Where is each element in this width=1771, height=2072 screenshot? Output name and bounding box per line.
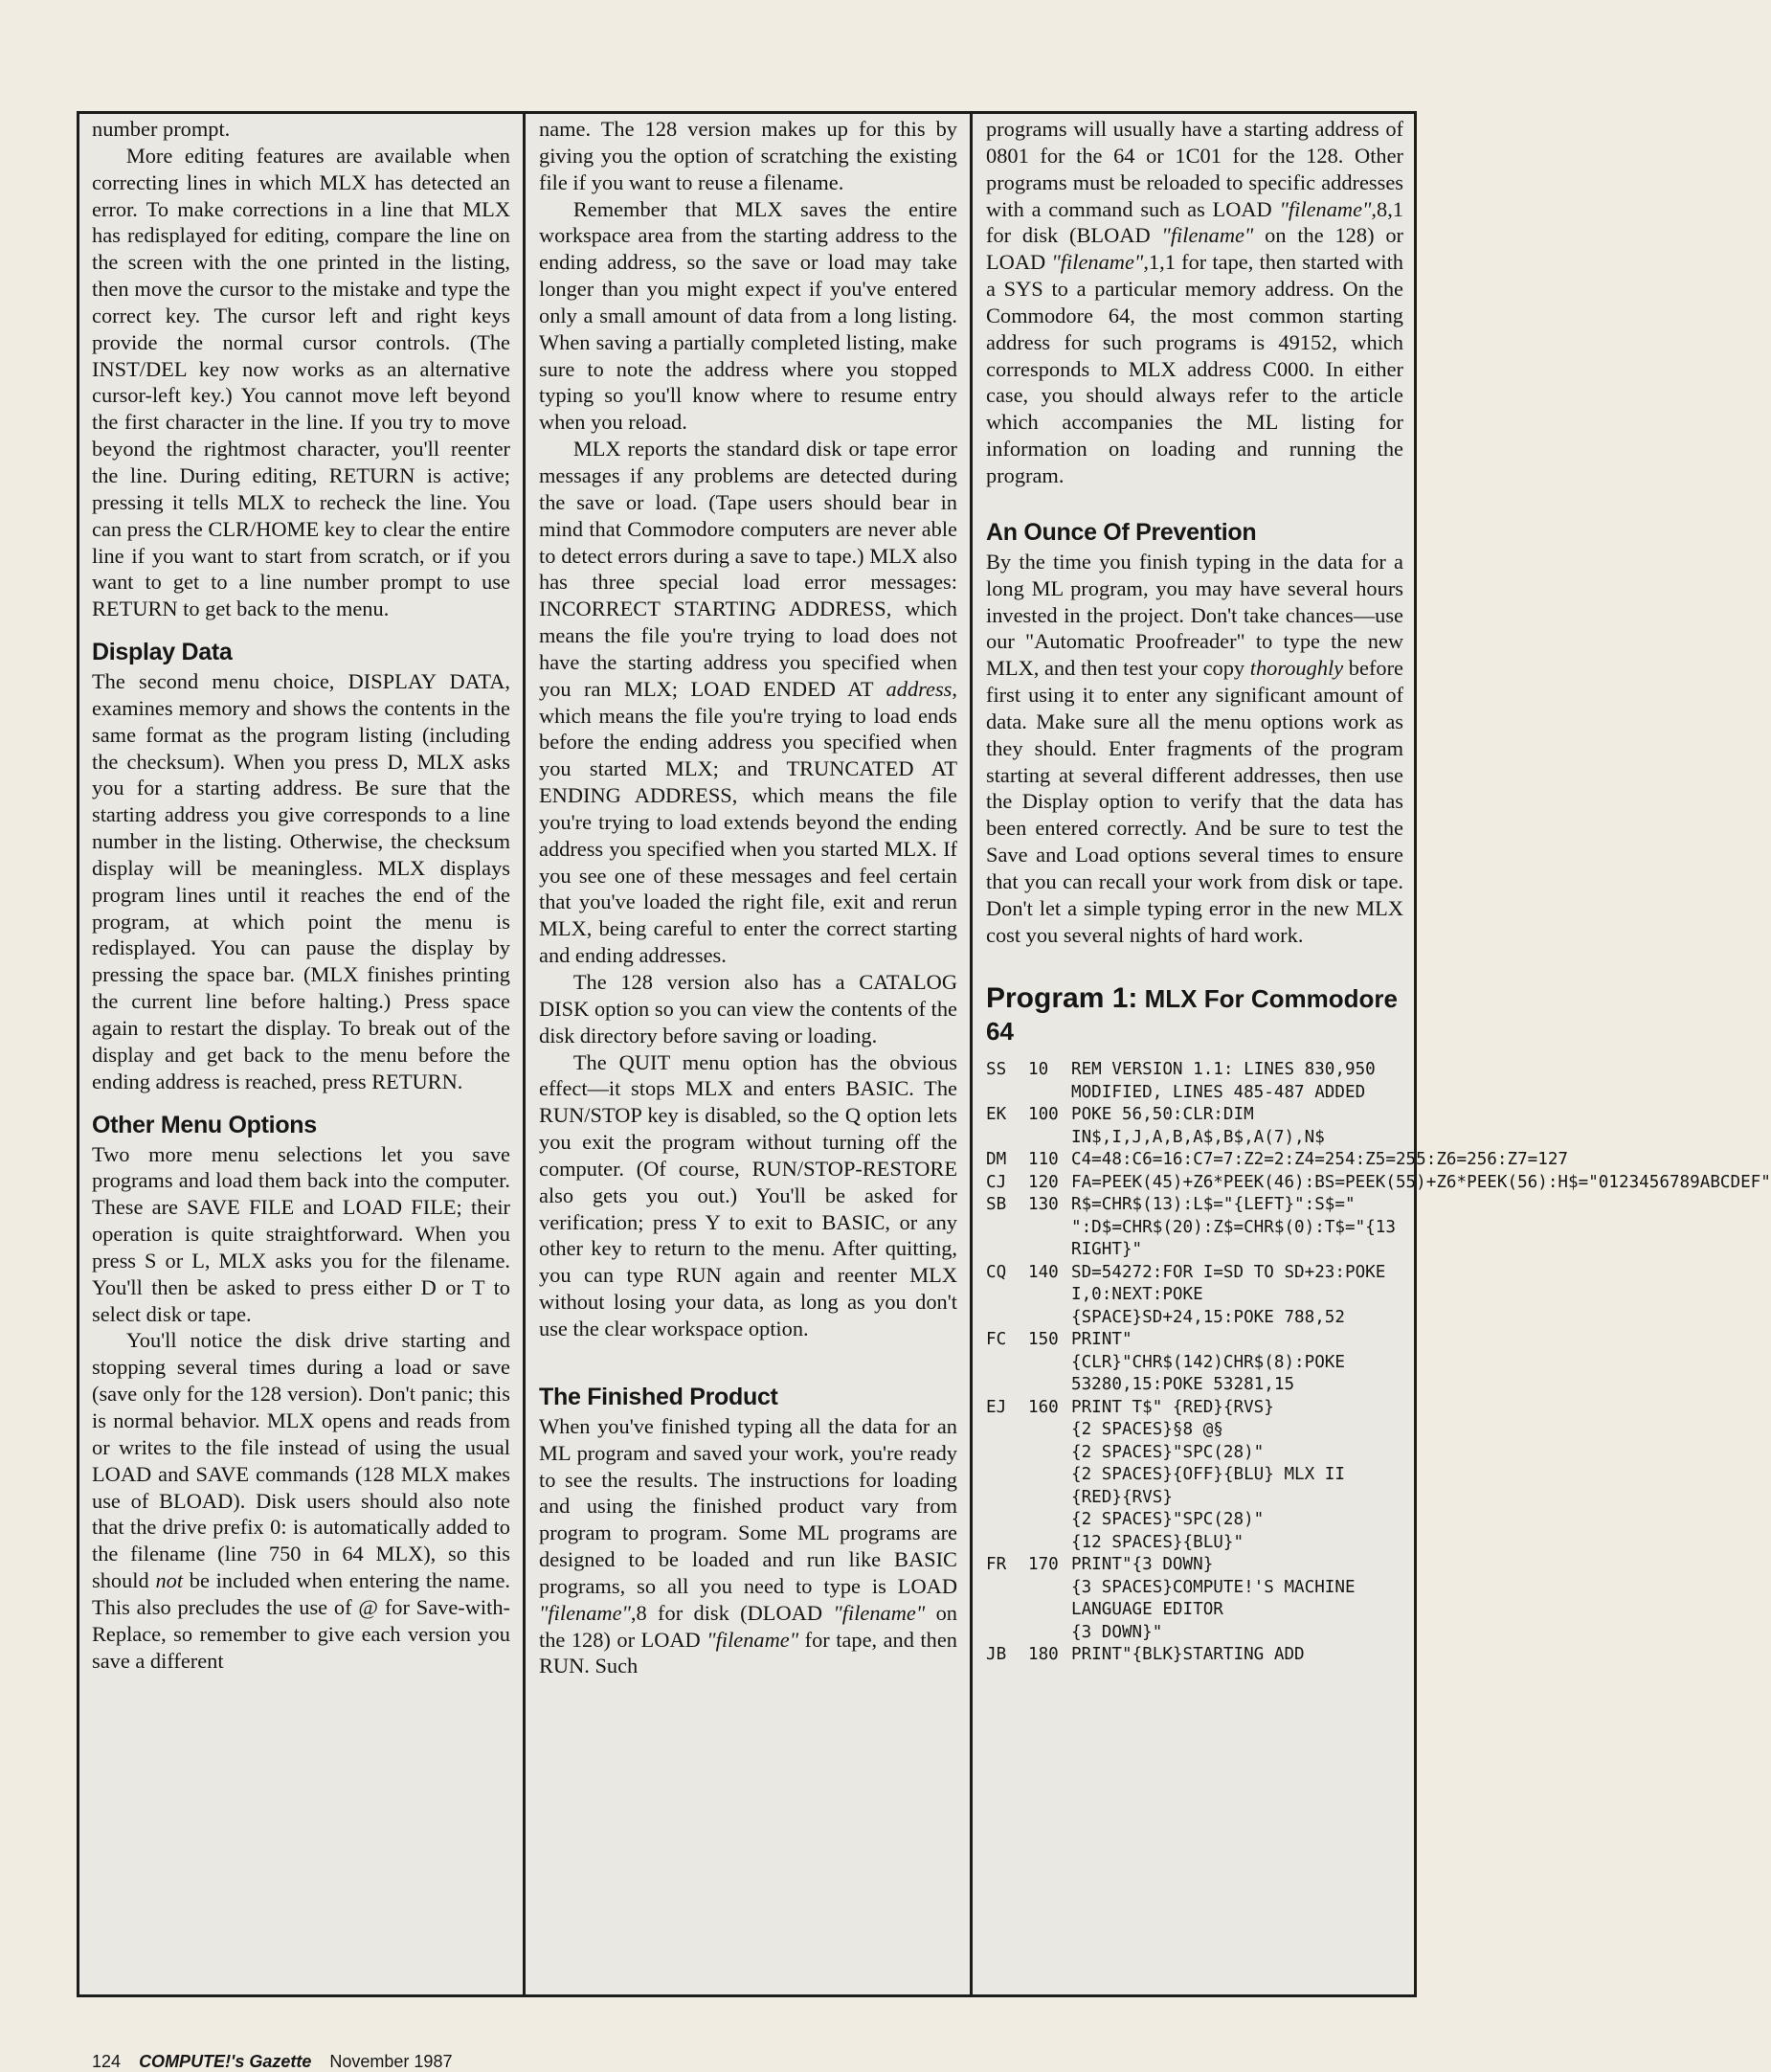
text-run: before first using it to enter any significant amount of data. Make sure all the menu options work as they should. Enter fragments of the program starting at several different addresses, then use the Display option to verify that the data has been entered correctly. And be sure to test the Save and Load options several times to ensure that you can recall your work from disk or tape. Don't let a simple typing error in the new MLX cost you several nights of hard work. [986,656,1403,947]
code-text: FA=PEEK(45)+Z6*PEEK(46):BS=PEEK(55)+Z6*PEEK(56):H$="0123456789ABCDEF" [1071,1172,1771,1192]
emphasis: "filename" [1279,196,1372,221]
program-label: Program 1: [986,982,1138,1015]
code-text: PRINT"{3 DOWN} {3 SPACES}COMPUTE!'S MACHINE LANGUAGE EDITOR {3 DOWN}" [1071,1555,1356,1642]
section-heading-other-menu-options: Other Menu Options [92,1111,317,1138]
column-2 [539,116,957,1997]
checksum: EJ [986,1397,1007,1417]
code-text: C4=48:C6=16:C7=7:Z2=2:Z4=254:Z5=255:Z6=256:Z7=127 [1071,1150,1569,1170]
code-text: REM VERSION 1.1: LINES 830,950 MODIFIED, LINES 485-487 ADDED [1071,1060,1386,1102]
line-number: 100 [1028,1105,1059,1125]
emphasis: thoroughly [1249,656,1344,681]
code-text: PRINT"{CLR}"CHR$(142)CHR$(8):POKE 53280,15:POKE 53281,15 [1071,1330,1356,1395]
paragraph: More editing features are available when correcting lines in which MLX has detected an error. To make corrections in a line that MLX has redisplayed for editing, compare the line on the screen with the one printed in the listing, then move the cursor to the mistake and type the correct key. The cursor left and right keys provide the normal cursor controls. (The INST/DEL key now works as an alternative cursor-left key.) You cannot move left beyond the first character in the line. If you try to move beyond the rightmost character, you'll reenter the line. During editing, RETURN is active; pressing it tells MLX to recheck the line. You can press the CLR/HOME key to clear the entire line if you want to start from scratch, or if you want to get to a line number prompt to use RETURN to get back to the menu. [92,143,510,621]
column-divider [523,113,526,1995]
checksum: FC [986,1330,1007,1350]
paragraph: name. The 128 version makes up for this by giving you the option of scratching the existing file if you want to reuse a filename. [539,117,957,194]
paragraph: The second menu choice, DISPLAY DATA, examines memory and shows the contents in the same format as the program listing (including the checksum). When you press D, MLX asks you for a starting address. Be sure that the starting address you give corresponds to a line number in the listing. Otherwise, the checksum display will be meaningless. MLX displays program lines until it reaches the end of the program, at which point the menu is redisplayed. You can pause the display by pressing the space bar. (MLX finishes printing the current line before halting.) Press space again to restart the display. To break out of the display and get back to the menu before the ending address is reached, press RETURN. [92,669,510,1093]
line-number: 10 [1028,1060,1049,1080]
emphasis: address [886,676,953,701]
emphasis: "filename" [1051,250,1144,275]
code-line [986,1194,1406,1262]
text-run: MLX reports the standard disk or tape error messages if any problems are detected during the save or load. (Tape users should bear in mind that Commodore computers are never able to detect errors during a save to tape.) MLX also has three special load error messages: INCORRECT STARTING ADDRESS, which means the file you're trying to load does not have the starting address you specified when you ran MLX; LOAD ENDED AT [539,437,957,701]
checksum: SS [986,1060,1007,1080]
code-text: SD=54272:FOR I=SD TO SD+23:POKE I,0:NEXT:POKE {SPACE}SD+24,15:POKE 788,52 [1071,1262,1396,1327]
paragraph [92,1327,510,1674]
paragraph [539,1413,957,1679]
section-heading-finished-product: The Finished Product [539,1383,778,1410]
code-listing [986,1059,1771,1667]
column-1 [92,116,510,1997]
program-name: MLX For Commodore 64 [986,984,1398,1047]
text-run: When you've finished typing all the data for an ML program and saved your work, you're ready to see the results. The instructions for loading and using the finished product vary from program to program. Some ML programs are designed to be loaded and run like BASIC programs, so all you need to type is LOAD [539,1413,957,1598]
emphasis: "filename" [1161,223,1254,248]
text-run: By the time you finish typing in the data for a long ML program, you may have several hours invested in the project. Don't take chances—use our "Automatic Proofreader" to type the new MLX, and then test your copy [986,549,1403,681]
code-line [986,1644,1403,1667]
text-run: on the 128) or LOAD [539,1600,957,1652]
line-number: 150 [1028,1330,1059,1350]
line-number: 170 [1028,1555,1059,1575]
paragraph: number prompt. [92,117,231,141]
code-line [986,1172,1771,1195]
text-run: ,8,1 for disk (BLOAD [986,196,1403,248]
line-number: 140 [1028,1262,1059,1282]
issue-date: November 1987 [329,2052,453,2071]
magazine-name: COMPUTE!'s Gazette [139,2052,312,2071]
text-run: , which means the file you're trying to load ends before the ending address you specified when you started MLX; and TRUNCATED AT ENDING ADDRESS, which means the file you're trying to load extends beyond the ending address you specified when you started MLX. If you see one of these messages and feel certain that you've loaded the right file, exit and rerun MLX, being careful to enter the correct starting and ending addresses. [539,676,957,968]
section-heading-display-data: Display Data [92,639,233,666]
text-run: for tape, and then RUN. Such [539,1627,957,1678]
text-run: ,8 for disk (DLOAD [630,1600,834,1625]
code-line [986,1149,1569,1172]
text-run: be included when entering the name. This also precludes the use of @ for Save-with-Replace, so remember to give each version you save a different [92,1568,510,1673]
paragraph: The 128 version also has a CATALOG DISK option so you can view the contents of the disk directory before saving or loading. [539,970,957,1047]
code-text: POKE 56,50:CLR:DIM IN$,I,J,A,B,A$,B$,A(7),N$ [1071,1105,1325,1147]
code-line [986,1104,1403,1149]
line-number: 180 [1028,1645,1059,1665]
page-footer [92,2051,465,2072]
code-line [986,1397,1403,1555]
checksum: JB [986,1645,1007,1665]
line-number: 120 [1028,1172,1059,1192]
paragraph: Two more menu selections let you save programs and load them back into the computer. These are SAVE FILE and LOAD FILE; their operation is quite straightforward. When you press S or L, MLX asks you for the filename. You'll then be asked to press either D or T to select disk or tape. [92,1141,510,1326]
paragraph [986,116,1403,489]
checksum: DM [986,1150,1007,1170]
column-divider [970,113,973,1995]
text-run: on the 128) or LOAD [986,223,1403,275]
code-text: PRINT T$" {RED}{RVS} {2 SPACES}§8 @§ {2 SPACES}"SPC(28)" {2 SPACES}{OFF}{BLU} MLX II {RED}{RVS} {2 SPACES}"SPC(28)" {12 SPACES}{BLU}" [1071,1397,1345,1552]
emphasis: not [155,1568,184,1593]
code-line [986,1262,1403,1330]
checksum: CJ [986,1172,1007,1192]
line-number: 130 [1028,1195,1059,1215]
emphasis: "filename" [706,1627,799,1652]
column-3 [986,116,1771,1997]
checksum: SB [986,1195,1007,1215]
emphasis: "filename" [539,1600,631,1625]
checksum: FR [986,1555,1007,1575]
line-number: 160 [1028,1397,1059,1417]
code-text: PRINT"{BLK}STARTING ADD [1071,1645,1305,1665]
text-run: ,1,1 for tape, then started with a SYS to a particular memory address. On the Commodore 64, the most common starting address for such programs is 49152, which corresponds to MLX address C000. In either case, you should always refer to the article which accompanies the ML listing for information on loading and running the program. [986,250,1403,487]
paragraph [539,436,957,969]
paragraph [986,549,1403,949]
text-run: programs will usually have a starting address of 0801 for the 64 or 1C01 for the 128. Other programs must be reloaded to specific addresses with a command such as LOAD [986,117,1403,221]
paragraph: Remember that MLX saves the entire workspace area from the starting address to the ending address, so the save or load may take longer than you might expect if you've entered only a small amount of data from a long listing. When saving a partially completed listing, make sure to note the address where you stopped typing so you'll know where to resume entry when you reload. [539,196,957,435]
checksum: EK [986,1105,1007,1125]
program-title [986,948,1403,1047]
section-heading-ounce-of-prevention: An Ounce Of Prevention [986,518,1257,546]
page-number: 124 [92,2052,122,2071]
code-line [986,1554,1403,1644]
emphasis: "filename" [833,1600,926,1625]
text-run: You'll notice the disk drive starting and stopping several times during a load or save (save only for the 128 version). Don't panic; this is normal behavior. MLX opens and reads from or writes to the file instead of using the usual LOAD and SAVE commands (128 MLX makes use of BLOAD). Disk users should also note that the drive prefix 0: is automatically added to the filename (line 750 in 64 MLX), so this should [92,1328,510,1593]
code-line [986,1059,1403,1104]
paragraph: The QUIT menu option has the obvious effect—it stops MLX and enters BASIC. The RUN/STOP key is disabled, so the Q option lets you exit the program without turning off the computer. (Of course, RUN/STOP-RESTORE also gets you out.) You'll be asked for verification; press Y to exit to BASIC, or any other key to return to the menu. After quitting, you can type RUN again and reenter MLX without losing your data, as long as you don't use the clear workspace option. [539,1049,957,1340]
checksum: CQ [986,1262,1007,1282]
code-text: R$=CHR$(13):L$="{LEFT}":S$=" ":D$=CHR$(20):Z$=CHR$(0):T$="{13 RIGHT}" [1071,1195,1406,1260]
line-number: 110 [1028,1150,1059,1170]
code-line [986,1329,1403,1397]
